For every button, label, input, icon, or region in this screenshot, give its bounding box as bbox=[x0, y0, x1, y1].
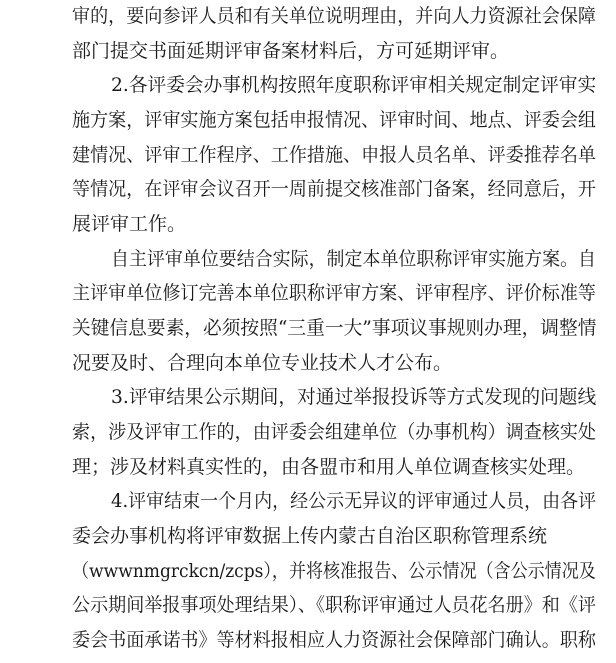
paragraph-line: 公示期间举报事项处理结果）、《职称评审通过人员花名册》和《评 bbox=[72, 594, 597, 616]
paragraph-line: 展评审工作。 bbox=[72, 213, 187, 235]
paragraph-line: 4.评审结束一个月内，经公示无异议的评审通过人员，由各评 bbox=[111, 490, 597, 512]
paragraph-line: 主评审单位修订完善本单位职称评审方案、评审程序、评价标准等 bbox=[72, 282, 597, 304]
paragraph-line: 理；涉及材料真实性的，由各盟市和用人单位调查核实处理。 bbox=[72, 456, 586, 478]
paragraph-line: 等情况，在评审会议召开一周前提交核准部门备案，经同意后，开 bbox=[72, 178, 597, 200]
paragraph-line: 3.评审结果公示期间，对通过举报投诉等方式发现的问题线 bbox=[111, 386, 597, 408]
paragraph-line: 关键信息要素，必须按照“三重一大”事项议事规则办理，调整情 bbox=[72, 317, 597, 339]
paragraph-line: 施方案，评审实施方案包括申报情况、评审时间、地点、评委会组 bbox=[72, 109, 597, 131]
paragraph-line: （wwwnmgrckcn/zcps），并将核准报告、公示情况（含公示情况及 bbox=[72, 560, 596, 582]
paragraph-line: 况要及时、合理向本单位专业技术人才公布。 bbox=[72, 352, 453, 374]
paragraph-line: 委会办事机构将评审数据上传内蒙古自治区职称管理系统 bbox=[72, 525, 548, 547]
paragraph-line: 建情况、评审工作程序、工作措施、申报人员名单、评委推荐名单 bbox=[72, 144, 597, 166]
paragraph-line: 2.各评委会办事机构按照年度职称评审相关规定制定评审实 bbox=[111, 74, 597, 96]
paragraph-line: 自主评审单位要结合实际，制定本单位职称评审实施方案。自 bbox=[111, 248, 597, 270]
paragraph-line: 委会书面承诺书》等材料报相应人力资源社会保障部门确认。职称 bbox=[72, 629, 597, 651]
paragraph-line: 审的，要向参评人员和有关单位说明理由，并向人力资源社会保障 bbox=[72, 5, 597, 27]
paragraph-line: 部门提交书面延期评审备案材料后，方可延期评审。 bbox=[72, 40, 510, 62]
paragraph-line: 索，涉及评审工作的，由评委会组建单位（办事机构）调查核实处 bbox=[72, 421, 597, 443]
